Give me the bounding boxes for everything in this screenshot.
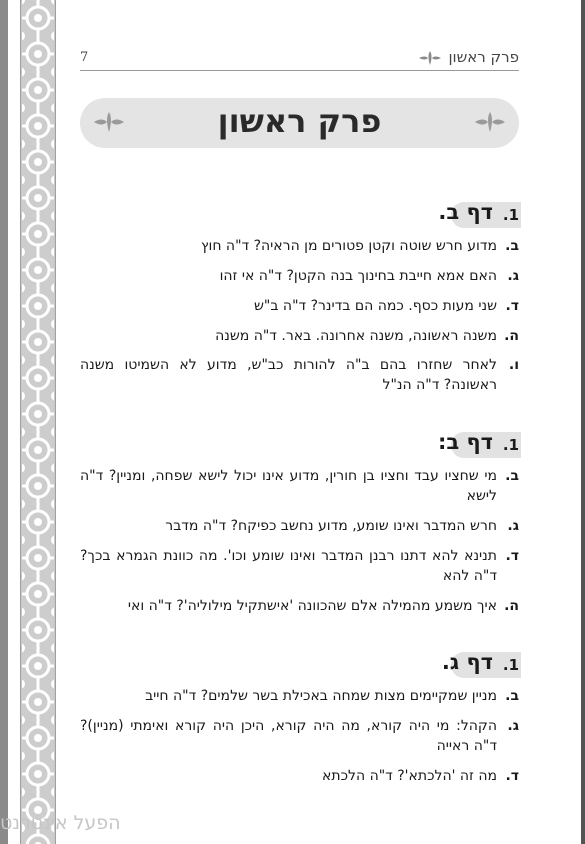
question-letter: ב.: [505, 238, 519, 254]
question-text: לאחר שחזרו בהם ב"ה להורות כב"ש, מדוע לא השמיטו משנה ראשונה? ד"ה הנ"ל: [80, 357, 497, 393]
question-text: מדוע חרש שוטה וקטן פטורים מן הראיה? ד"ה חוץ: [200, 238, 497, 254]
section-number: 1.: [502, 656, 519, 674]
question-item: [80, 296, 519, 316]
question-text: איך משמע מהמילה אלם שהכוונה 'אישתקיל מילוליה'? ד"ה ואי: [127, 598, 497, 614]
watermark-text: הפעל אינטרנט: [0, 812, 121, 834]
section-number: 1.: [502, 436, 519, 454]
question-item: [80, 686, 519, 706]
fleur-ornament-icon: [475, 112, 505, 136]
running-title: פרק ראשון: [448, 48, 519, 66]
question-item: [80, 236, 519, 256]
question-text: חרש המדבר ואינו שומע, מדוע נחשב כפיקח? ד"ה מדבר: [165, 518, 497, 534]
question-letter: ג.: [507, 268, 519, 284]
question-text: משנה ראשונה, משנה אחרונה. באר. ד"ה משנה: [215, 328, 497, 344]
question-item: [80, 516, 519, 536]
question-item: [80, 766, 519, 786]
page-number: 7: [80, 50, 89, 65]
question-item: [80, 355, 519, 395]
question-text: האם אמא חייבת בחינוך בנה הקטן? ד"ה אי זהו: [219, 268, 497, 284]
question-item: [80, 716, 519, 756]
question-letter: ד.: [505, 298, 519, 314]
question-letter: ג.: [507, 518, 519, 534]
question-text: הקהל: מי היה קורא, מה היה קורא, היכן היה קורא ואימתי (מניין)? ד"ה ראייה: [80, 718, 497, 754]
border-pattern: [20, 0, 56, 844]
question-letter: ה.: [504, 328, 519, 344]
question-item: [80, 466, 519, 506]
question-letter: ד.: [505, 768, 519, 784]
question-item: [80, 266, 519, 286]
question-text: מה זה 'הלכתא'? ד"ה הלכתא: [322, 768, 497, 784]
daf-title: דף ב.: [438, 200, 493, 224]
question-letter: ג.: [507, 718, 519, 734]
question-letter: ו.: [508, 357, 519, 373]
question-text: מי שחציו עבד וחציו בן חורין, מדוע אינו יכול לישא שפחה, ומניין? ד"ה לישא: [80, 468, 497, 504]
question-item: [80, 546, 519, 586]
question-item: [80, 326, 519, 346]
page-right-edge: [581, 0, 585, 844]
decorative-border: [20, 0, 56, 844]
fleur-ornament-icon: [419, 50, 441, 69]
question-letter: ב.: [505, 468, 519, 484]
page-edge-bar: [0, 0, 8, 844]
question-item: [80, 596, 519, 616]
daf-title: דף ג.: [441, 650, 493, 674]
running-header: [80, 46, 519, 71]
daf-title: דף ב:: [437, 430, 493, 454]
question-letter: ה.: [504, 598, 519, 614]
chapter-banner: [80, 98, 519, 148]
question-text: שני מעות כסף. כמה הם בדינר? ד"ה ב"ש: [254, 298, 497, 314]
chapter-title: פרק ראשון: [217, 102, 382, 140]
question-letter: ב.: [505, 688, 519, 704]
question-letter: ד.: [505, 548, 519, 564]
question-text: מניין שמקיימים מצות שמחה באכילת בשר שלמים? ד"ה חייב: [145, 688, 497, 704]
section-number: 1.: [502, 206, 519, 224]
question-text: תנינא להא דתנו רבנן המדבר ואינו שומע וכו'. מה כוונת הגמרא בכך? ד"ה להא: [80, 548, 497, 584]
